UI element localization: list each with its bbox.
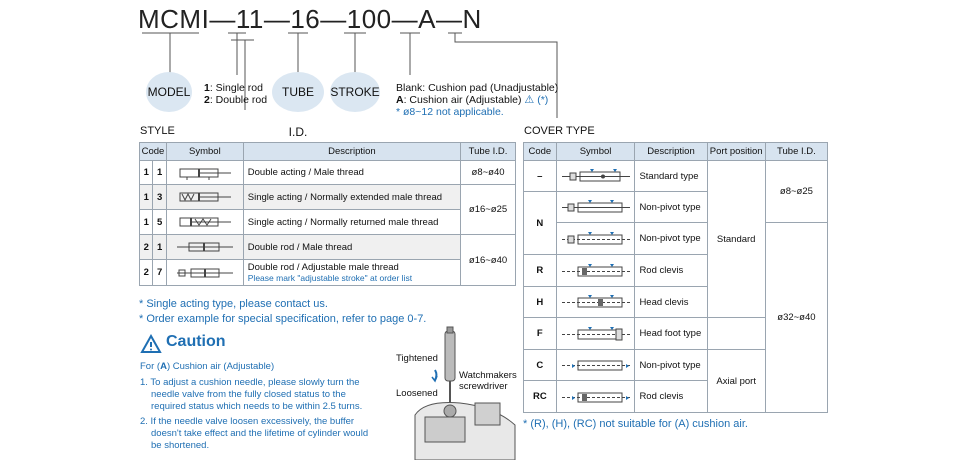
- style-note-1: * Single acting type, please contact us.: [139, 298, 328, 310]
- code-part-rod: 11: [235, 4, 264, 34]
- cover-non-pivot-2-icon: [556, 223, 635, 255]
- style-header-tube: Tube I.D.: [461, 143, 516, 161]
- cover-non-pivot-icon: [556, 192, 635, 223]
- code-part-model: MCMI: [138, 4, 210, 34]
- caution-title: Caution: [166, 333, 226, 350]
- symbol-single-acting-extended-icon: [166, 185, 243, 210]
- style-row: 1 3 Single acting / Normally extended male thread ø16~ø25: [140, 185, 516, 210]
- style-row: 2 7 Double rod / Adjustable male thread Please mark "adjustable stroke" at order list: [140, 260, 516, 286]
- cover-row: H Head clevis: [524, 287, 828, 318]
- code-sep: —: [209, 4, 236, 34]
- cover-axial-non-pivot-icon: [556, 350, 635, 381]
- code-part-cushion: A: [418, 4, 436, 34]
- cover-row: C Non-pivot type Axial port: [524, 350, 828, 381]
- symbol-single-acting-returned-icon: [166, 210, 243, 235]
- caution-paragraph-1: 1. To adjust a cushion needle, please slowly turn the needle valve from the fully closed status to the required status which needs to be within 2.5 turns.: [140, 377, 363, 412]
- cushion-note: * ø8~12 not applicable.: [396, 106, 504, 118]
- cover-standard-icon: [556, 161, 635, 192]
- code-sep: —: [263, 4, 291, 34]
- cover-header-port: Port position: [707, 143, 765, 161]
- rod-options: 1: Single rod 2: Double rod: [204, 82, 268, 106]
- symbol-double-acting-icon: [166, 161, 243, 185]
- cover-axial-rod-clevis-icon: [556, 381, 635, 413]
- cover-header-description: Description: [635, 143, 707, 161]
- cover-head-foot-icon: [556, 318, 635, 350]
- cover-header-symbol: Symbol: [556, 143, 635, 161]
- cover-header-code: Code: [524, 143, 557, 161]
- bubble-stroke: STROKE: [330, 72, 380, 112]
- style-header-description: Description: [243, 143, 460, 161]
- caution-for-line: For (A) Cushion air (Adjustable): [140, 361, 275, 372]
- cover-header-tube: Tube I.D.: [765, 143, 827, 161]
- caution-paragraph-2: 2. If the needle valve loosen excessively, the buffer doesn't take effect and the lifetime of cylinder would be shortened.: [140, 416, 369, 451]
- style-note-2: * Order example for special specification, refer to page 0-7.: [139, 313, 427, 325]
- tightened-label: Tightened: [396, 353, 438, 364]
- code-part-stroke: 100: [346, 4, 392, 34]
- symbol-double-rod-adjustable-icon: [166, 260, 243, 286]
- cover-row: – Standard type Standard ø8~ø25: [524, 161, 828, 192]
- bubble-tube-id: TUBE I.D.: [272, 72, 324, 112]
- caution-warning-icon: [140, 334, 162, 354]
- cover-heading: COVER TYPE: [524, 125, 595, 137]
- code-part-tube: 16: [290, 4, 321, 34]
- style-heading: STYLE: [140, 125, 175, 137]
- cover-row: Non-pivot type ø32~ø40: [524, 223, 828, 255]
- bubble-model: MODEL: [146, 72, 192, 112]
- cover-row: F Head foot type: [524, 318, 828, 350]
- style-table: [139, 142, 516, 286]
- style-header-code: Code: [140, 143, 167, 161]
- cushion-options: Blank: Cushion pad (Unadjustable) A: Cushion air (Adjustable) ⚠ (*) * ø8~12 not applicable.: [396, 82, 559, 118]
- style-row: 2 1 Double rod / Male thread ø16~ø40: [140, 235, 516, 260]
- cover-head-clevis-icon: [556, 287, 635, 318]
- cover-note: * (R), (H), (RC) not suitable for (A) cushion air.: [523, 418, 748, 430]
- style-row: 1 5 Single acting / Normally returned male thread: [140, 210, 516, 235]
- code-sep: —: [391, 4, 419, 34]
- cover-row: RC Rod clevis: [524, 381, 828, 413]
- style-header-symbol: Symbol: [166, 143, 243, 161]
- code-sep: —: [435, 4, 463, 34]
- cover-row: R Rod clevis: [524, 255, 828, 287]
- cover-row: N Non-pivot type: [524, 192, 828, 223]
- code-sep: —: [320, 4, 347, 34]
- code-part-cover: N: [462, 4, 482, 34]
- symbol-double-rod-icon: [166, 235, 243, 260]
- warning-icon: ⚠: [524, 94, 535, 106]
- cover-rod-clevis-icon: [556, 255, 635, 287]
- style-row: 1 1 Double acting / Male thread ø8~ø40: [140, 161, 516, 185]
- cover-table: [523, 142, 828, 413]
- screwdriver-label: Watchmakers screwdriver: [459, 370, 517, 392]
- loosened-label: Loosened: [396, 388, 438, 399]
